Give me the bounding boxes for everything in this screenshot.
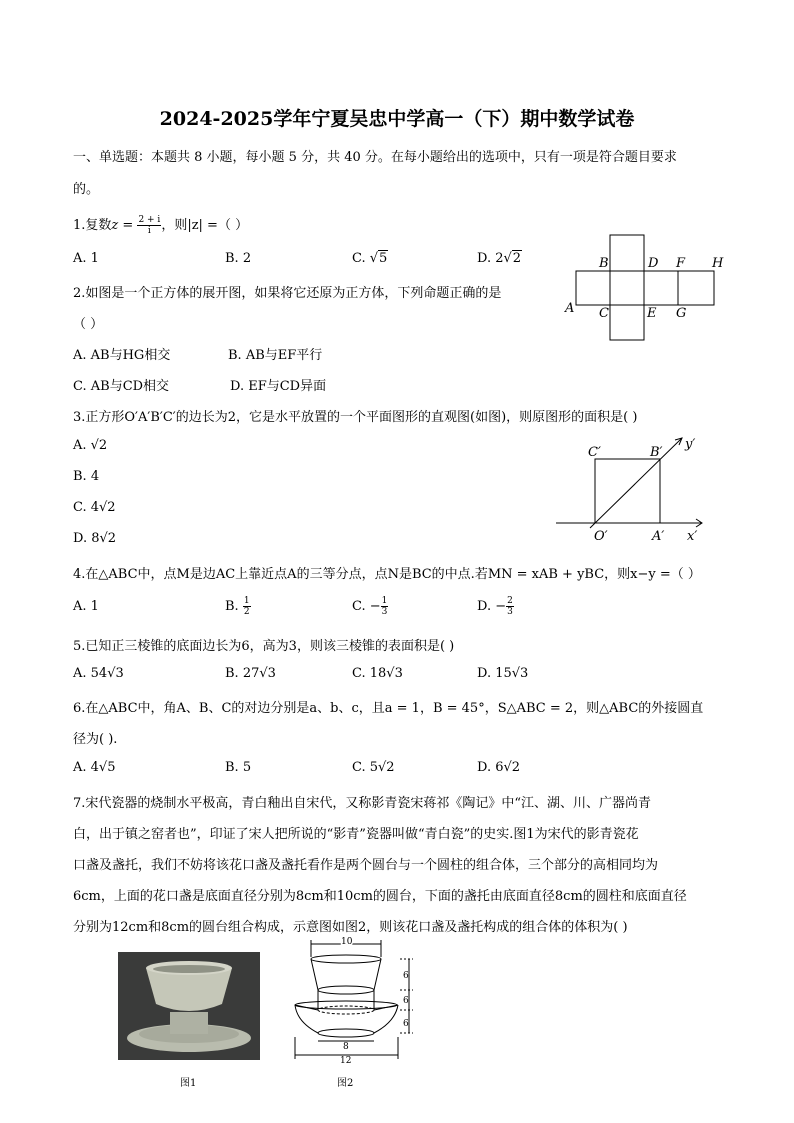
fraction: $\frac{2 + i}{i}$ bbox=[138, 215, 161, 236]
dim-height-1: 6 bbox=[403, 971, 409, 981]
question-7-line2: 白，出于镇之窑者也”，印证了宋人把所说的“影青”瓷器叫做“青白瓷”的史实.图1为宋代的影青瓷花 bbox=[73, 827, 639, 842]
option-d: D. − $\frac{2}{3}$ bbox=[477, 596, 513, 617]
option-c: C. − $\frac{1}{3}$ bbox=[352, 596, 388, 617]
option-a: A. 1 bbox=[73, 599, 99, 614]
question-2-stem-line2: （ ） bbox=[73, 317, 104, 332]
question-5-stem: 5.已知正三棱锥的底面边长为6，高为3，则该三棱锥的表面积是( ) bbox=[73, 639, 455, 654]
question-7-line1: 7.宋代瓷器的烧制水平极高，青白釉出自宋代，又称影青瓷宋蒋祁《陶记》中“江、湖、川、广器尚青 bbox=[73, 796, 652, 811]
option-a: A. AB与HG相交 bbox=[73, 348, 171, 363]
question-6-stem-line2: 径为( ). bbox=[73, 732, 118, 747]
dim-height-2: 6 bbox=[403, 996, 409, 1006]
question-3-stem: 3.正方形O′A′B′C′的边长为2，它是水平放置的一个平面图形的直观图(如图)，则原图形的面积是( ) bbox=[73, 410, 638, 425]
label-c: C bbox=[599, 306, 609, 321]
option-d: D. 6√2 bbox=[477, 760, 521, 775]
section-heading-line1: 一、单选题：本题共 8 小题，每小题 5 分，共 40 分。在每小题给出的选项中，只有一项是符合题目要求 bbox=[73, 150, 677, 165]
option-d: D. EF与CD异面 bbox=[230, 379, 327, 394]
question-2-stem: 2.如图是一个正方体的展开图，如果将它还原为正方体，下列命题正确的是 bbox=[73, 286, 502, 301]
option-d: D. 2√2 bbox=[477, 251, 522, 266]
label-y-prime: y′ bbox=[685, 437, 696, 452]
page-title: 2024-2025学年宁夏吴忠中学高一（下）期中数学试卷 bbox=[159, 108, 635, 130]
option-b: B. 2 bbox=[225, 251, 252, 266]
oblique-view-figure bbox=[552, 432, 712, 547]
question-6-stem: 6.在△ABC中，角A、B、C的对边分别是a、b、c，且a = 1，B = 45°，S△ABC = 2，则△ABC的外接圆直 bbox=[73, 701, 704, 716]
option-c: C. 18√3 bbox=[352, 666, 403, 681]
label-a-prime: A′ bbox=[652, 529, 665, 544]
dim-height-3: 6 bbox=[403, 1019, 409, 1029]
section-heading-line2: 的。 bbox=[73, 182, 100, 197]
label-b-prime: B′ bbox=[650, 445, 663, 460]
option-a: A. 4√5 bbox=[73, 760, 116, 775]
option-b: B. 5 bbox=[225, 760, 252, 775]
label-h: H bbox=[712, 256, 724, 271]
label-g: G bbox=[676, 306, 687, 321]
figure-2-caption: 图2 bbox=[337, 1078, 354, 1089]
cube-net-figure bbox=[562, 232, 732, 344]
option-b: B. AB与EF平行 bbox=[228, 348, 323, 363]
label-f: F bbox=[676, 256, 686, 271]
option-c: C. 4√2 bbox=[73, 500, 116, 515]
option-a: A. √2 bbox=[73, 438, 108, 453]
option-d: D. 15√3 bbox=[477, 666, 529, 681]
label-e: E bbox=[647, 306, 657, 321]
option-b: B. 4 bbox=[73, 469, 100, 484]
question-7-line4: 6cm，上面的花口盏是底面直径分别为8cm和10cm的圆台，下面的盏托由底面直径8cm的圆柱和底面直径 bbox=[73, 889, 687, 904]
question-7-line3: 口盏及盏托，我们不妨将该花口盏及盏托看作是两个圆台与一个圆柱的组合体，三个部分的高相同均为 bbox=[73, 858, 659, 873]
label-x-prime: x′ bbox=[687, 529, 698, 544]
option-c: C. 5√2 bbox=[352, 760, 395, 775]
dim-cylinder-diameter: 8 bbox=[343, 1042, 349, 1052]
label-d: D bbox=[648, 256, 659, 271]
label-a: A bbox=[565, 301, 575, 316]
label-c-prime: C′ bbox=[588, 445, 601, 460]
figure-1-caption: 图1 bbox=[180, 1078, 197, 1089]
question-7-line5: 分别为12cm和8cm的圆台组合构成，示意图如图2，则该花口盏及盏托构成的组合体的体积为( ) bbox=[73, 920, 628, 935]
dim-base-diameter: 12 bbox=[340, 1056, 352, 1066]
label-o-prime: O′ bbox=[594, 529, 608, 544]
label-b: B bbox=[599, 256, 609, 271]
question-4-stem: 4.在△ABC中，点M是边AC上靠近点A的三等分点，点N是BC的中点.若MN = xAB + yBC，则x−y =（ ） bbox=[73, 567, 701, 582]
option-b: B. 27√3 bbox=[225, 666, 276, 681]
option-c: C. AB与CD相交 bbox=[73, 379, 170, 394]
dim-top-diameter: 10 bbox=[341, 937, 353, 947]
option-c: C. √5 bbox=[352, 251, 388, 266]
cup-photo-figure bbox=[118, 952, 260, 1060]
cup-schematic-figure bbox=[285, 937, 425, 1077]
option-b: B. $\frac{1}{2}$ bbox=[225, 596, 250, 617]
question-1-stem: 1.复数z = $\frac{2 + i}{i}$ ，则|z| =（ ） bbox=[73, 215, 249, 236]
option-d: D. 8√2 bbox=[73, 531, 117, 546]
option-a: A. 1 bbox=[73, 251, 99, 266]
option-a: A. 54√3 bbox=[73, 666, 124, 681]
